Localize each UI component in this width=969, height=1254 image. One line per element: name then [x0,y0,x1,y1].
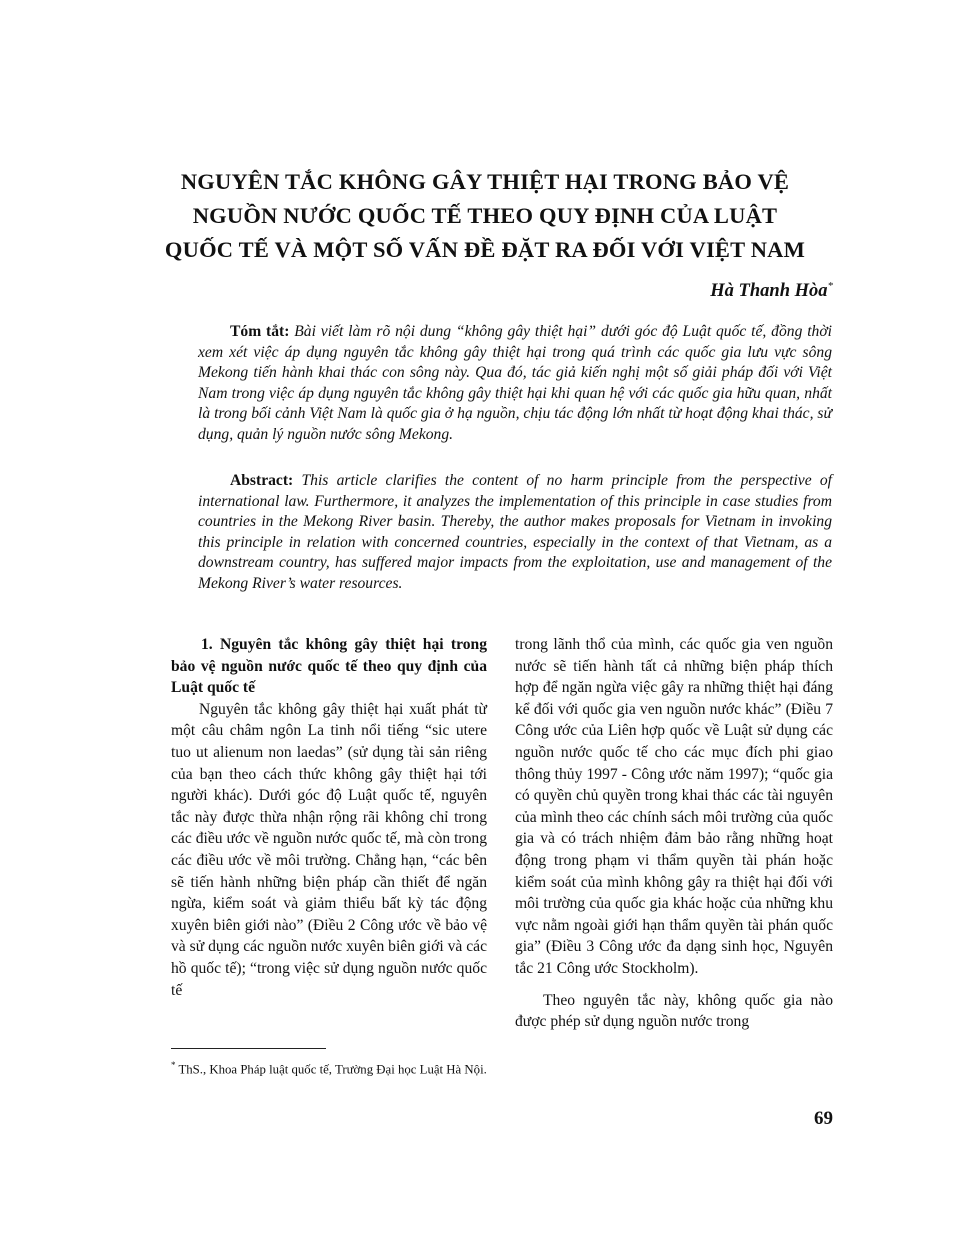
author-byline [710,280,833,302]
page-number: 69 [814,1108,833,1129]
author-name: Hà Thanh Hòa [710,281,828,302]
title-line-1: NGUYÊN TẮC KHÔNG GÂY THIỆT HẠI TRONG BẢO VỆ [180,169,790,194]
abstract-vi-text: Bài viết làm rõ nội dung “không gây thiệt hại” dưới góc độ Luật quốc tế, đồng thời xem xét việc áp dụng nguyên tắc không gây thiệt hại trong quá trình các quốc gia lưu vực sông Mekong tiến hành khai thác con sông này. Qua đó, tác giả kiến nghị một số giải pháp đối với Việt Nam trong việc áp dụng nguyên tắc không gây thiệt hại khi quan hệ với các quốc gia hữu quan, nhất là trong bối cảnh Việt Nam là quốc gia ở hạ nguồn, chịu tác động lớn nhất từ hoạt động khai thác, sử dụng, quản lý nguồn nước sông Mekong. [198,323,832,443]
body-paragraph: Theo nguyên tắc này, không quốc gia nào được phép sử dụng nguồn nước trong [515,991,833,1031]
section-heading: 1. Nguyên tắc không gây thiệt hại trong bảo vệ nguồn nước quốc tế theo quy định của Luật quốc tế [171,636,487,697]
footnote-text: ThS., Khoa Pháp luật quốc tế, Trường Đại học Luật Hà Nội. [178,1062,487,1077]
author-footnote-marker: * [827,280,833,292]
abstract-english [198,471,832,595]
body-paragraph: Nguyên tắc không gây thiệt hại xuất phát từ một câu châm ngôn La tinh nổi tiếng “sic utere tuo ut alienum non laedas” (sử dụng tài sản riêng của bạn theo cách thức không gây thiệt hại tới người khác). Dưới góc độ Luật quốc tế, nguyên tắc này được thừa nhận rộng rãi không chỉ trong các điều ước về nguồn nước quốc tế, mà còn trong các điều ước về môi trường. Chẳng hạn, “các bên sẽ tiến hành những biện pháp cần thiết để ngăn ngừa, kiểm soát và giảm thiểu bất kỳ tác động xuyên biên giới nào” (Điều 2 Công ước về bảo vệ và sử dụng các nguồn nước xuyên biên giới và các hồ quốc tế); “trong việc sử dụng nguồn nước quốc tế [171,700,487,999]
title-line-2: NGUỒN NƯỚC QUỐC TẾ THEO QUY ĐỊNH CỦA LUẬT [192,203,778,228]
abstract-vietnamese [198,322,832,446]
right-column [515,634,833,1033]
footnote-divider [171,1048,326,1049]
footnote [171,1057,487,1078]
abstract-en-label: Abstract: [230,472,294,489]
title-line-3: QUỐC TẾ VÀ MỘT SỐ VẤN ĐỀ ĐẶT RA ĐỐI VỚI VIỆT NAM [164,237,806,262]
abstract-vi-label: Tóm tắt: [230,323,290,340]
footnote-marker: * [171,1060,176,1070]
article-title [150,165,820,267]
abstract-en-text: This article clarifies the content of no harm principle from the perspective of international law. Furthermore, it analyzes the implementation of this principle in case studies from countries in the Mekong River basin. Thereby, the author makes proposals for Vietnam in invoking this principle in relation with concerned countries, especially in the context of that Vietnam, as a downstream country, has suffered major impacts from the exploitation, use and management of the Mekong River’s water resources. [198,472,832,592]
body-paragraph-continued: trong lãnh thổ của mình, các quốc gia ven nguồn nước sẽ tiến hành tất cả những biện pháp thích hợp để ngăn ngừa việc gây ra những thiệt hại đáng kể đối với quốc gia ven nguồn nước khác” (Điều 7 Công ước của Liên hợp quốc về Luật sử dụng các nguồn nước quốc tế cho các mục đích phi giao thông thủy 1997 - Công ước năm 1997); “quốc gia có quyền chủ quyền trong khai thác các tài nguyên của mình theo các chính sách môi trường của quốc gia và có trách nhiệm đảm bảo rằng những hoạt động trong phạm vi thẩm quyền tài phán hoặc kiểm soát của mình không gây ra thiệt hại đối với môi trường của quốc gia khác hoặc của những khu vực nằm ngoài giới hạn thẩm quyền tài phán quốc gia” (Điều 3 Công ước đa dạng sinh học, Nguyên tắc 21 Công ước Stockholm). [515,636,833,977]
left-column [171,634,487,1001]
